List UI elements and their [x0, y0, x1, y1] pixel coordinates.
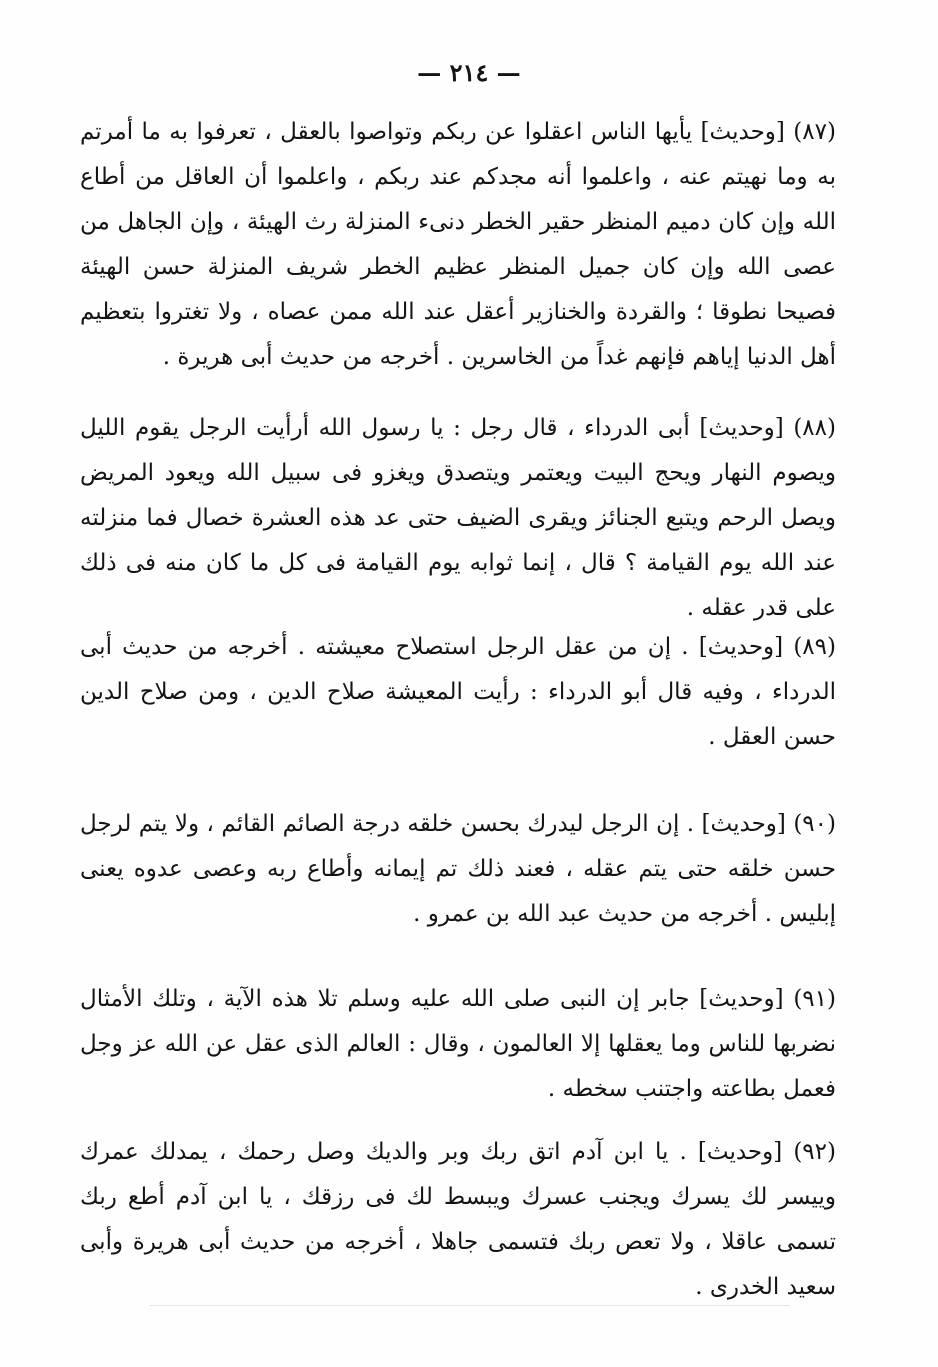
hadith-91: (٩١) [وحديث] جابر إن النبى صلى الله عليه وسلم تلا هذه الآية ، وتلك الأمثال نضربها للناس وما يعقلها إلا العالمون ، وقال : العالم الذى عقل عن الله عز وجل فعمل بطاعته واجتنب سخطه .	[80, 986, 836, 1102]
hadith-92: (٩٢) [وحديث] . يا ابن آدم اتق ربك وبر والديك وصل رحمك ، يمدلك عمرك وييسر لك يسرك ويجنب عسرك ويبسط لك فى رزقك ، يا ابن آدم أطع ربك تسمى عاقلا ، ولا تعص ربك فتسمى جاهلا ، أخرجه من حديث أبى هريرة وأبى سعيد الخدرى .	[80, 1139, 836, 1300]
page-number: — ٢١٤ —	[417, 58, 521, 87]
hadith-87: (٨٧) [وحديث] يأيها الناس اعقلوا عن ربكم وتواصوا بالعقل ، تعرفوا به ما أمرتم به وما نهيتم عنه ، واعلموا أنه مجدكم عند ربكم ، واعلموا أن العاقل من أطاع الله وإن كان دميم المنظر حقير الخطر دنىء المنزلة رث الهيئة ، وإن الجاهل من عصى الله وإن كان جميل المنظر عظيم الخطر شريف المنزلة حسن الهيئة فصيحا نطوقا ؛ والقردة والخنازير أعقل عند الله ممن عصاه ، ولا تغتروا بتعظيم أهل الدنيا إياهم فإنهم غداً من الخاسرين . أخرجه من حديث أبى هريرة .	[80, 119, 836, 370]
page-edge-line	[150, 1305, 790, 1306]
hadith-88: (٨٨) [وحديث] أبى الدرداء ، قال رجل : يا رسول الله أرأيت الرجل يقوم الليل ويصوم النهار ويحج البيت ويعتمر ويتصدق ويغزو فى سبيل الله ويعود المريض ويصل الرحم ويتبع الجنائز ويقرى الضيف حتى عد هذه العشرة خصال فما منزلته عند الله يوم القيامة ؟ قال ، إنما ثوابه يوم القيامة فى كل ما كان منه فى ذلك على قدر عقله .	[80, 415, 836, 621]
hadith-89: (٨٩) [وحديث] . إن من عقل الرجل استصلاح معيشته . أخرجه من حديث أبى الدرداء ، وفيه قال أبو الدرداء : رأيت المعيشة صلاح الدين ، ومن صلاح الدين حسن العقل .	[80, 634, 836, 750]
hadith-90: (٩٠) [وحديث] . إن الرجل ليدرك بحسن خلقه درجة الصائم القائم ، ولا يتم لرجل حسن خلقه حتى يتم عقله ، فعند ذلك تم إيمانه وأطاع ربه وعصى عدوه يعنى إبليس . أخرجه من حديث عبد الله بن عمرو .	[80, 811, 836, 927]
